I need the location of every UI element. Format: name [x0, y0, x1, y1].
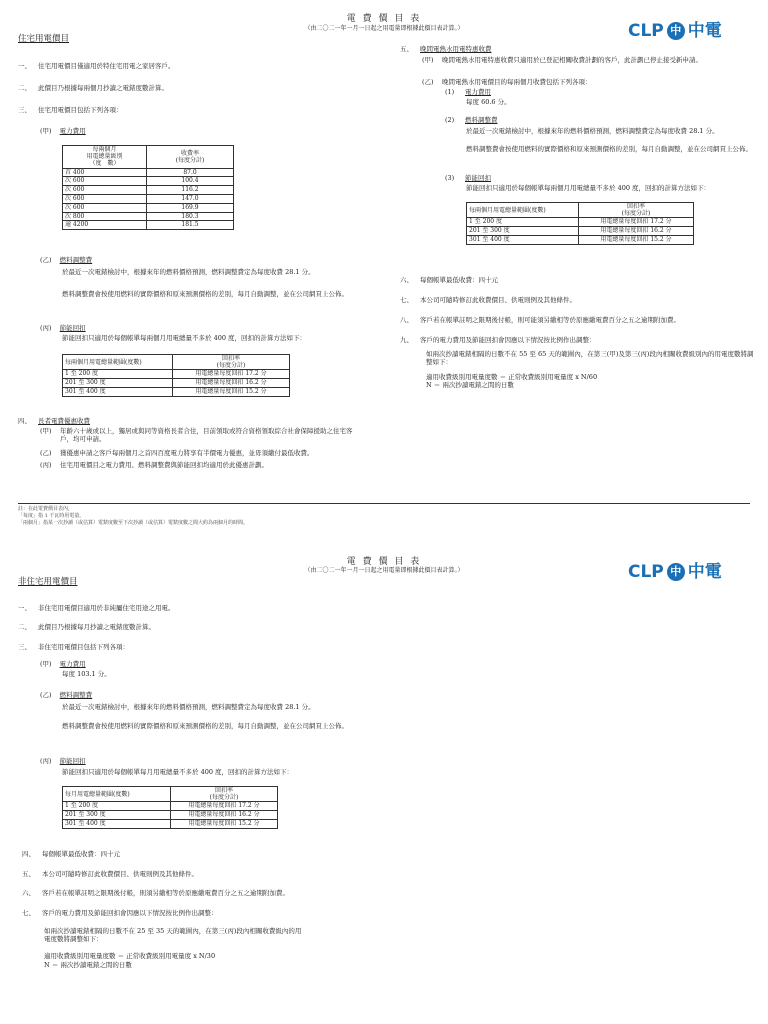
- energy-charge-label: (甲) 電力費用: [40, 127, 86, 135]
- rebate-head: 每兩個月用電總量範圍(度數): [467, 203, 579, 218]
- nr-adjustment-n-definition: N ＝ 兩次抄讀電錶之間的日數: [44, 961, 132, 969]
- non-residential-item-2: 二、 此價目乃根據每月抄讀之電錶度數計算。: [18, 623, 155, 631]
- water-heating-energy: (1) 電力費用: [445, 88, 491, 96]
- clp-logo-chinese: 中電: [687, 21, 722, 41]
- clp-logo-latin: CLP: [628, 21, 664, 41]
- table-row: 次 600 147.0: [63, 194, 234, 203]
- nr-minimum-charge-item: 四、 每個帳單最低收費：四十元: [22, 850, 120, 858]
- tier-head-2: 用電總量級別: [86, 153, 123, 161]
- water-heating-fuel: (2) 燃料調整費: [445, 116, 498, 124]
- residential-heading: 住宅用電價目: [18, 34, 70, 44]
- table-row: 首 400 87.0: [63, 168, 234, 177]
- rebate-head: 每月用電總量範圍(度數): [63, 787, 171, 802]
- table-header-row: [63, 787, 278, 802]
- item-number: 二、: [18, 84, 31, 92]
- adjustment-n-definition: N ＝ 兩次抄讀電錶之間的日數: [426, 381, 514, 389]
- adjustment-text: 如兩次抄讀電錶相隔的日數不在 55 至 65 天的範圍內，在第三(甲)及第三(丙)段內相關收費級別內的用電度數將調整如下：: [426, 350, 754, 367]
- tier-head-3: （度 數）: [89, 160, 120, 168]
- clp-logo-2: [628, 561, 722, 583]
- item-number: 一、: [18, 62, 31, 70]
- adjustment-item: 九、 客戶的電力費用及節能回扣會因應以下情況按比例作出調整：: [400, 336, 596, 344]
- residential-item-1: [18, 62, 358, 70]
- elderly-item-1: (甲) 年齡六十歲或以上，獨居或與同等資格長者合住，目前領取或符合資格領取綜合社會保障援助之住宅客戶，均可申請。: [40, 427, 353, 444]
- energy-charge-table: [62, 145, 234, 230]
- clp-logo-icon: 中: [667, 563, 685, 581]
- non-residential-heading: 非住宅用電價目: [18, 577, 78, 587]
- nr-adjustment-item: 七、 客戶的電力費用及節能回扣會因應以下情況按比例作出調整：: [22, 909, 218, 917]
- tariff-title: 電 費 價 目 表: [346, 14, 422, 24]
- table-row: 1 至 200 度 用電總量每度回扣 17.2 分: [63, 802, 278, 811]
- table-row: 201 至 300 度 用電總量每度回扣 16.2 分: [63, 379, 290, 388]
- rebate-rate-head-2: (每度分計): [209, 794, 239, 802]
- tariff-subtitle-2: （由二〇二一年一月一日起之用電量即根據此價目表計算。）: [304, 567, 464, 574]
- nr-rebate-label: (丙) 節能回扣: [40, 757, 86, 765]
- table-row: 1 至 200 度 用電總量每度回扣 17.2 分: [63, 370, 290, 379]
- residential-item-3: [18, 106, 358, 114]
- table-header-row: [467, 203, 694, 218]
- adjustment-formula: 適用收費級別用電量度數 ＝ 正常收費級別用電量度 x N/60: [426, 373, 598, 381]
- rebate-rate-head-2: (每度分計): [621, 210, 651, 218]
- late-payment-item: 八、 客戶若在帳單註明之限期後付帳，則可能須另繳相等於原應繳電費百分之五之逾期附加費。: [400, 316, 680, 324]
- elderly-item-3: (丙) 住宅用電價目之電力費用、燃料調整費與節能回扣均適用於此優惠計劃。: [40, 461, 268, 469]
- clp-logo-icon: 中: [667, 22, 685, 40]
- rebate-label: (丙) 節能回扣: [40, 324, 86, 332]
- water-heating-item-a: (甲) 晚間電熱水用電特惠收費只適用於已登記相關收費計劃的客戶，此計劃已停止接受新申請。: [422, 56, 702, 64]
- table-row: 次 800 180.3: [63, 212, 234, 221]
- nr-adjustment-text: 如兩次抄讀電錶相隔的日數不在 25 至 35 天的範圍內，在第三(丙)段內相關收費級內的用電度數將調整如下：: [44, 927, 302, 944]
- tier-rate-head-1: 收費率: [180, 149, 199, 157]
- rebate-table: [62, 354, 290, 397]
- table-row: 次 600 116.2: [63, 186, 234, 195]
- rebate-rate-head-1: 回扣率: [221, 355, 240, 362]
- nr-late-payment-item: 六、 客戶若在帳單註明之限期後付帳，則須另繳相等於原應繳電費百分之五之逾期附加費。: [22, 889, 289, 897]
- fuel-charge-label: (乙) 燃料調整費: [40, 256, 93, 264]
- item-text: 此價目乃根據每兩個月抄讀之電錶度數計算。: [38, 84, 168, 92]
- nr-rebate-table: [62, 786, 278, 829]
- table-row: 301 至 400 度 用電總量每度回扣 15.2 分: [63, 387, 290, 396]
- water-heating-rebate-text: 節能回扣只適用於每個帳單每兩個月用電總量不多於 400 度，回扣的計算方法如下：: [466, 184, 711, 192]
- rebate-head: 每兩個月用電總量範圍(度數): [63, 355, 173, 370]
- nr-fuel-charge-label: (乙) 燃料調整費: [40, 691, 93, 699]
- tier-rate-head-2: (每度分計): [175, 156, 205, 164]
- nr-energy-charge-label: (甲) 電力費用: [40, 660, 86, 668]
- water-heating-rebate-table: [466, 202, 694, 245]
- tariff-subtitle: （由二〇二一年一月一日起之用電量即根據此價目表計算。）: [304, 25, 464, 32]
- table-row: 201 至 300 度 用電總量每度回扣 16.2 分: [63, 811, 278, 820]
- table-row: 1 至 200 度 用電總量每度回扣 17.2 分: [467, 218, 694, 227]
- nr-rebate-text: 節能回扣只適用於每個帳單每月用電總量不多於 400 度，回扣的計算方法如下：: [62, 768, 294, 776]
- fuel-charge-text: 於最近一次電錶檢討中，根據來年的燃料價格預測，燃料調整費定為每度收費 28.1 分。: [62, 268, 315, 276]
- footnote-3: 「兩個月」指某一次抄讀（或估算）電錶度數至下次抄讀（或估算）電錶度數之間大約為兩個月的時間。: [18, 520, 249, 526]
- residential-item-2: [18, 84, 358, 92]
- water-heating-heading: 五、 晚間電熱水用電特惠收費: [400, 45, 492, 53]
- rebate-text: 節能回扣只適用於每個帳單每兩個月用電總量不多於 400 度，回扣的計算方法如下：: [62, 334, 307, 342]
- tariff-title-2: 電 費 價 目 表: [346, 557, 422, 567]
- footnote-1: 註：在此電費價目表內，: [18, 506, 74, 512]
- table-row: 次 600 169.9: [63, 203, 234, 212]
- nr-fuel-charge-text-2: 燃料調整費會按使用燃料的實際價格和原來預測價格的差別，每月自動調整，並在公司網頁上公佈。: [62, 722, 348, 730]
- table-row: 201 至 300 度 用電總量每度回扣 16.2 分: [467, 227, 694, 236]
- water-heating-rebate: (3) 節能回扣: [445, 174, 491, 182]
- table-row: 次 600 100.4: [63, 177, 234, 186]
- non-residential-item-1: 一、 非住宅用電價目適用於非純屬住宅用途之用電。: [18, 604, 175, 612]
- clp-logo-latin: CLP: [628, 562, 664, 582]
- water-heating-fuel-text: 於最近一次電錶檢討中，根據來年的燃料價格預測，燃料調整費定為每度收費 28.1 分。: [466, 127, 719, 135]
- clp-logo: [628, 20, 722, 42]
- nr-adjustment-formula: 適用收費級別用電量度數 ＝ 正常收費級別用電量度 x N/30: [44, 952, 216, 960]
- table-row: 301 至 400 度 用電總量每度回扣 15.2 分: [63, 819, 278, 828]
- item-text: 住宅用電價目僅適用於特住宅用電之家居客戶。: [38, 62, 175, 70]
- footnote-2: 「每度」指 1 千瓦時用電量。: [18, 513, 85, 519]
- water-heating-fuel-text-2: 燃料調整費會按使用燃料的實際價格和原來預測價格的差別，每月自動調整，並在公司網頁上公佈。: [466, 145, 752, 153]
- rebate-rate-head-1: 回扣率: [626, 203, 645, 210]
- water-heating-item-b: (乙) 晚間電熱水用電價目的每兩個月收費包括下列各項：: [422, 78, 592, 86]
- table-header-row: [63, 146, 234, 169]
- nr-energy-charge-text: 每度 103.1 分。: [62, 670, 111, 678]
- item-text: 住宅用電價目包括下列各項：: [38, 106, 123, 114]
- non-residential-item-3: 三、 非住宅用電價目包括下列各項：: [18, 643, 129, 651]
- nr-revision-item: 五、 本公司可隨時修訂此收費價目、供電則例及其他條件。: [22, 870, 198, 878]
- page-divider: [18, 503, 750, 504]
- water-heating-energy-text: 每度 60.6 分。: [466, 98, 511, 106]
- tier-head-1: 每兩個月: [92, 146, 117, 153]
- elderly-item-2: (乙) 獲優惠申請之客戶每兩個月之首四百度電力將享有半價電力優惠，並毋須繳付最低收費。: [40, 449, 314, 457]
- table-row: 301 至 400 度 用電總量每度回扣 15.2 分: [467, 235, 694, 244]
- item-number: 三、: [18, 106, 31, 114]
- table-row: 逾 4200 181.5: [63, 221, 234, 230]
- revision-item: 七、 本公司可隨時修訂此收費價目、供電則例及其他條件。: [400, 296, 576, 304]
- rebate-rate-head-1: 回扣率: [214, 787, 233, 794]
- fuel-charge-text-2: 燃料調整費會按使用燃料的實際價格和原來預測價格的差別，每月自動調整，並在公司網頁上公佈。: [62, 290, 348, 298]
- table-header-row: [63, 355, 290, 370]
- elderly-heading: 四、 長者電費優惠收費: [18, 417, 90, 425]
- clp-logo-chinese: 中電: [687, 562, 722, 582]
- rebate-rate-head-2: (每度分計): [216, 362, 246, 370]
- minimum-charge-item: 六、 每個帳單最低收費：四十元: [400, 276, 498, 284]
- nr-fuel-charge-text: 於最近一次電錶檢討中，根據來年的燃料價格預測，燃料調整費定為每度收費 28.1 分。: [62, 703, 315, 711]
